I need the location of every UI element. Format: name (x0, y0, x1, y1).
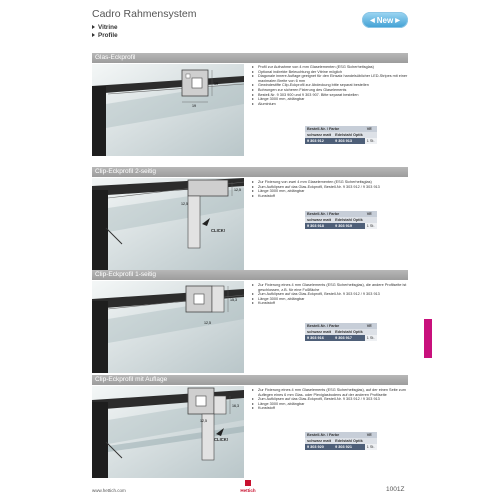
section-title-clip-eckprofil-2-seitig: Clip-Eckprofil 2-seitig (92, 167, 408, 177)
article-number: 9 303 912 (305, 138, 333, 144)
feature-list-clip-eckprofil-2-seitig (252, 180, 408, 198)
feature-item: Gewindestifte Clip-Eckprofil zur Abdeckung bitte separat bestellen (252, 83, 408, 88)
article-number: 9 303 916 (305, 335, 333, 341)
feature-item: Kunststoff (252, 194, 408, 199)
table-header: Edelstahl Optik (335, 439, 363, 443)
hettich-logo (236, 480, 260, 494)
dim-label: 16,3 (232, 404, 239, 408)
article-number: 9 303 919 (333, 223, 365, 229)
table-header: Bestell-Nr. / Farbe (305, 211, 365, 217)
triangle-right-icon (92, 25, 95, 29)
feature-list-glas-eckprofil (252, 65, 408, 106)
feature-item: Länge 3000 mm, ablängbar (252, 97, 408, 102)
dim-label: 15,3 (230, 298, 237, 302)
feature-item: Aluminium (252, 102, 408, 107)
table-header: schwarz matt (307, 439, 332, 443)
breadcrumb-profile[interactable]: Profile (92, 32, 118, 39)
chapter-tab (424, 319, 432, 358)
arrow-right-icon: ▶ (395, 17, 400, 24)
packaging-unit: 1 St. (366, 445, 375, 449)
table-header: VE (365, 211, 377, 217)
order-table-clip-eckprofil-2-seitig (305, 211, 377, 229)
section-title-glas-eckprofil: Glas-Eckprofil (92, 53, 408, 63)
table-header: VE (365, 126, 377, 132)
feature-item: Bohrungen zur sicheren Fixierung des Glaselements (252, 88, 408, 93)
table-header: schwarz matt (307, 330, 332, 334)
table-header: Edelstahl Optik (335, 330, 363, 334)
table-header: Bestell-Nr. / Farbe (305, 432, 365, 438)
section-title-clip-eckprofil-mit-auflage: Clip-Eckprofil mit Auflage (92, 375, 408, 385)
order-table-clip-eckprofil-mit-auflage (305, 432, 377, 450)
profile-drawing-clip-eckprofil-2-seitig (180, 178, 246, 250)
packaging-unit: 1 St. (366, 336, 375, 340)
dim-label: 12,5 (200, 419, 207, 423)
table-header: Bestell-Nr. / Farbe (305, 126, 365, 132)
feature-item: Zum Aufklipsen auf das Glas-Eckprofil, Bestell-Nr. 9 303 912 / 9 303 913 (252, 292, 408, 297)
profile-drawing-glas-eckprofil (180, 66, 236, 112)
page-title: Cadro Rahmensystem (92, 8, 197, 20)
table-header: Edelstahl Optik (335, 133, 363, 137)
dim-label: 19 (214, 82, 218, 86)
click-label: CLICK! (211, 228, 226, 233)
feature-item: Länge 3000 mm, ablängbar (252, 297, 408, 302)
feature-item: Länge 3000 mm, ablängbar (252, 189, 408, 194)
article-number: 9 303 917 (333, 335, 365, 341)
feature-item: Kunststoff (252, 301, 408, 306)
new-badge: ◀ New ▶ (362, 12, 408, 28)
feature-list-clip-eckprofil-1-seitig (252, 283, 408, 306)
order-table-clip-eckprofil-1-seitig (305, 323, 377, 341)
dim-label: 19 (192, 104, 196, 108)
article-number: 9 303 913 (333, 138, 365, 144)
footer-url-link[interactable]: www.hettich.com (92, 488, 126, 493)
feature-item: Bestell-Nr. 9 303 900 und 9 303 907. Bitte separat bestellen (252, 93, 408, 98)
feature-item: Kunststoff (252, 406, 408, 411)
table-header: schwarz matt (307, 218, 332, 222)
arrow-left-icon: ◀ (370, 17, 375, 24)
feature-item: Zur Fixierung von zwei 4 mm Glaselementen (ESG Sicherheitsglas) (252, 180, 408, 185)
triangle-right-icon (92, 33, 95, 37)
feature-item: Optional indirekte Beleuchtung der Vitrine möglich (252, 70, 408, 75)
feature-item: Zur Fixierung eines 4 mm Glaselements (ESG Sicherheitsglas), auf der einen Seite zum Auflegen eines 6 mm Glas- oder Plexiglasbodens auf der anderen Profilseite (252, 388, 408, 397)
page-number: 1001Z (386, 486, 405, 493)
table-header: VE (365, 323, 377, 329)
feature-item: Profil zur Aufnahme von 4 mm Glaselementen (ESG Sicherheitsglas) (252, 65, 408, 70)
article-number: 9 303 921 (333, 444, 365, 450)
dim-label: 12,5 (204, 321, 211, 325)
packaging-unit: 1 St. (366, 139, 375, 143)
dim-label: 12,5 (181, 202, 188, 206)
table-header: Bestell-Nr. / Farbe (305, 323, 365, 329)
table-header: Edelstahl Optik (335, 218, 363, 222)
breadcrumb-vitrine[interactable]: Vitrine (92, 24, 117, 31)
profile-drawing-clip-eckprofil-1-seitig (180, 282, 242, 332)
article-number: 9 303 920 (305, 444, 333, 450)
feature-item: Zum Aufklipsen auf das Glas-Eckprofil, Bestell-Nr. 9 303 912 / 9 303 913 (252, 185, 408, 190)
feature-item: Diagonale innere Auflage geeignet für den Einsatz handelsüblicher LED-Stripes mit einer maximalen Breite von 6 mm (252, 74, 408, 83)
feature-list-clip-eckprofil-mit-auflage (252, 388, 408, 411)
click-label: CLICK! (214, 437, 229, 442)
packaging-unit: 1 St. (366, 224, 375, 228)
feature-item: Länge 3000 mm, ablängbar (252, 402, 408, 407)
feature-item: Zum Aufklipsen auf das Glas-Eckprofil, Bestell-Nr. 9 303 912 / 9 303 913 (252, 397, 408, 402)
brand-name: Hettich (240, 488, 256, 493)
table-header: schwarz matt (307, 133, 332, 137)
section-title-clip-eckprofil-1-seitig: Clip-Eckprofil 1-seitig (92, 270, 408, 280)
article-number: 9 303 918 (305, 223, 333, 229)
table-header: VE (365, 432, 377, 438)
order-table-glas-eckprofil (305, 126, 377, 144)
dim-label: 12,5 (234, 188, 241, 192)
profile-drawing-clip-eckprofil-mit-auflage (180, 386, 248, 462)
feature-item: Zur Fixierung eines 4 mm Glaselements (ESG Sicherheitsglas), die andere Profilseite ist geschlossen, z.B. für eine Fußfläche (252, 283, 408, 292)
